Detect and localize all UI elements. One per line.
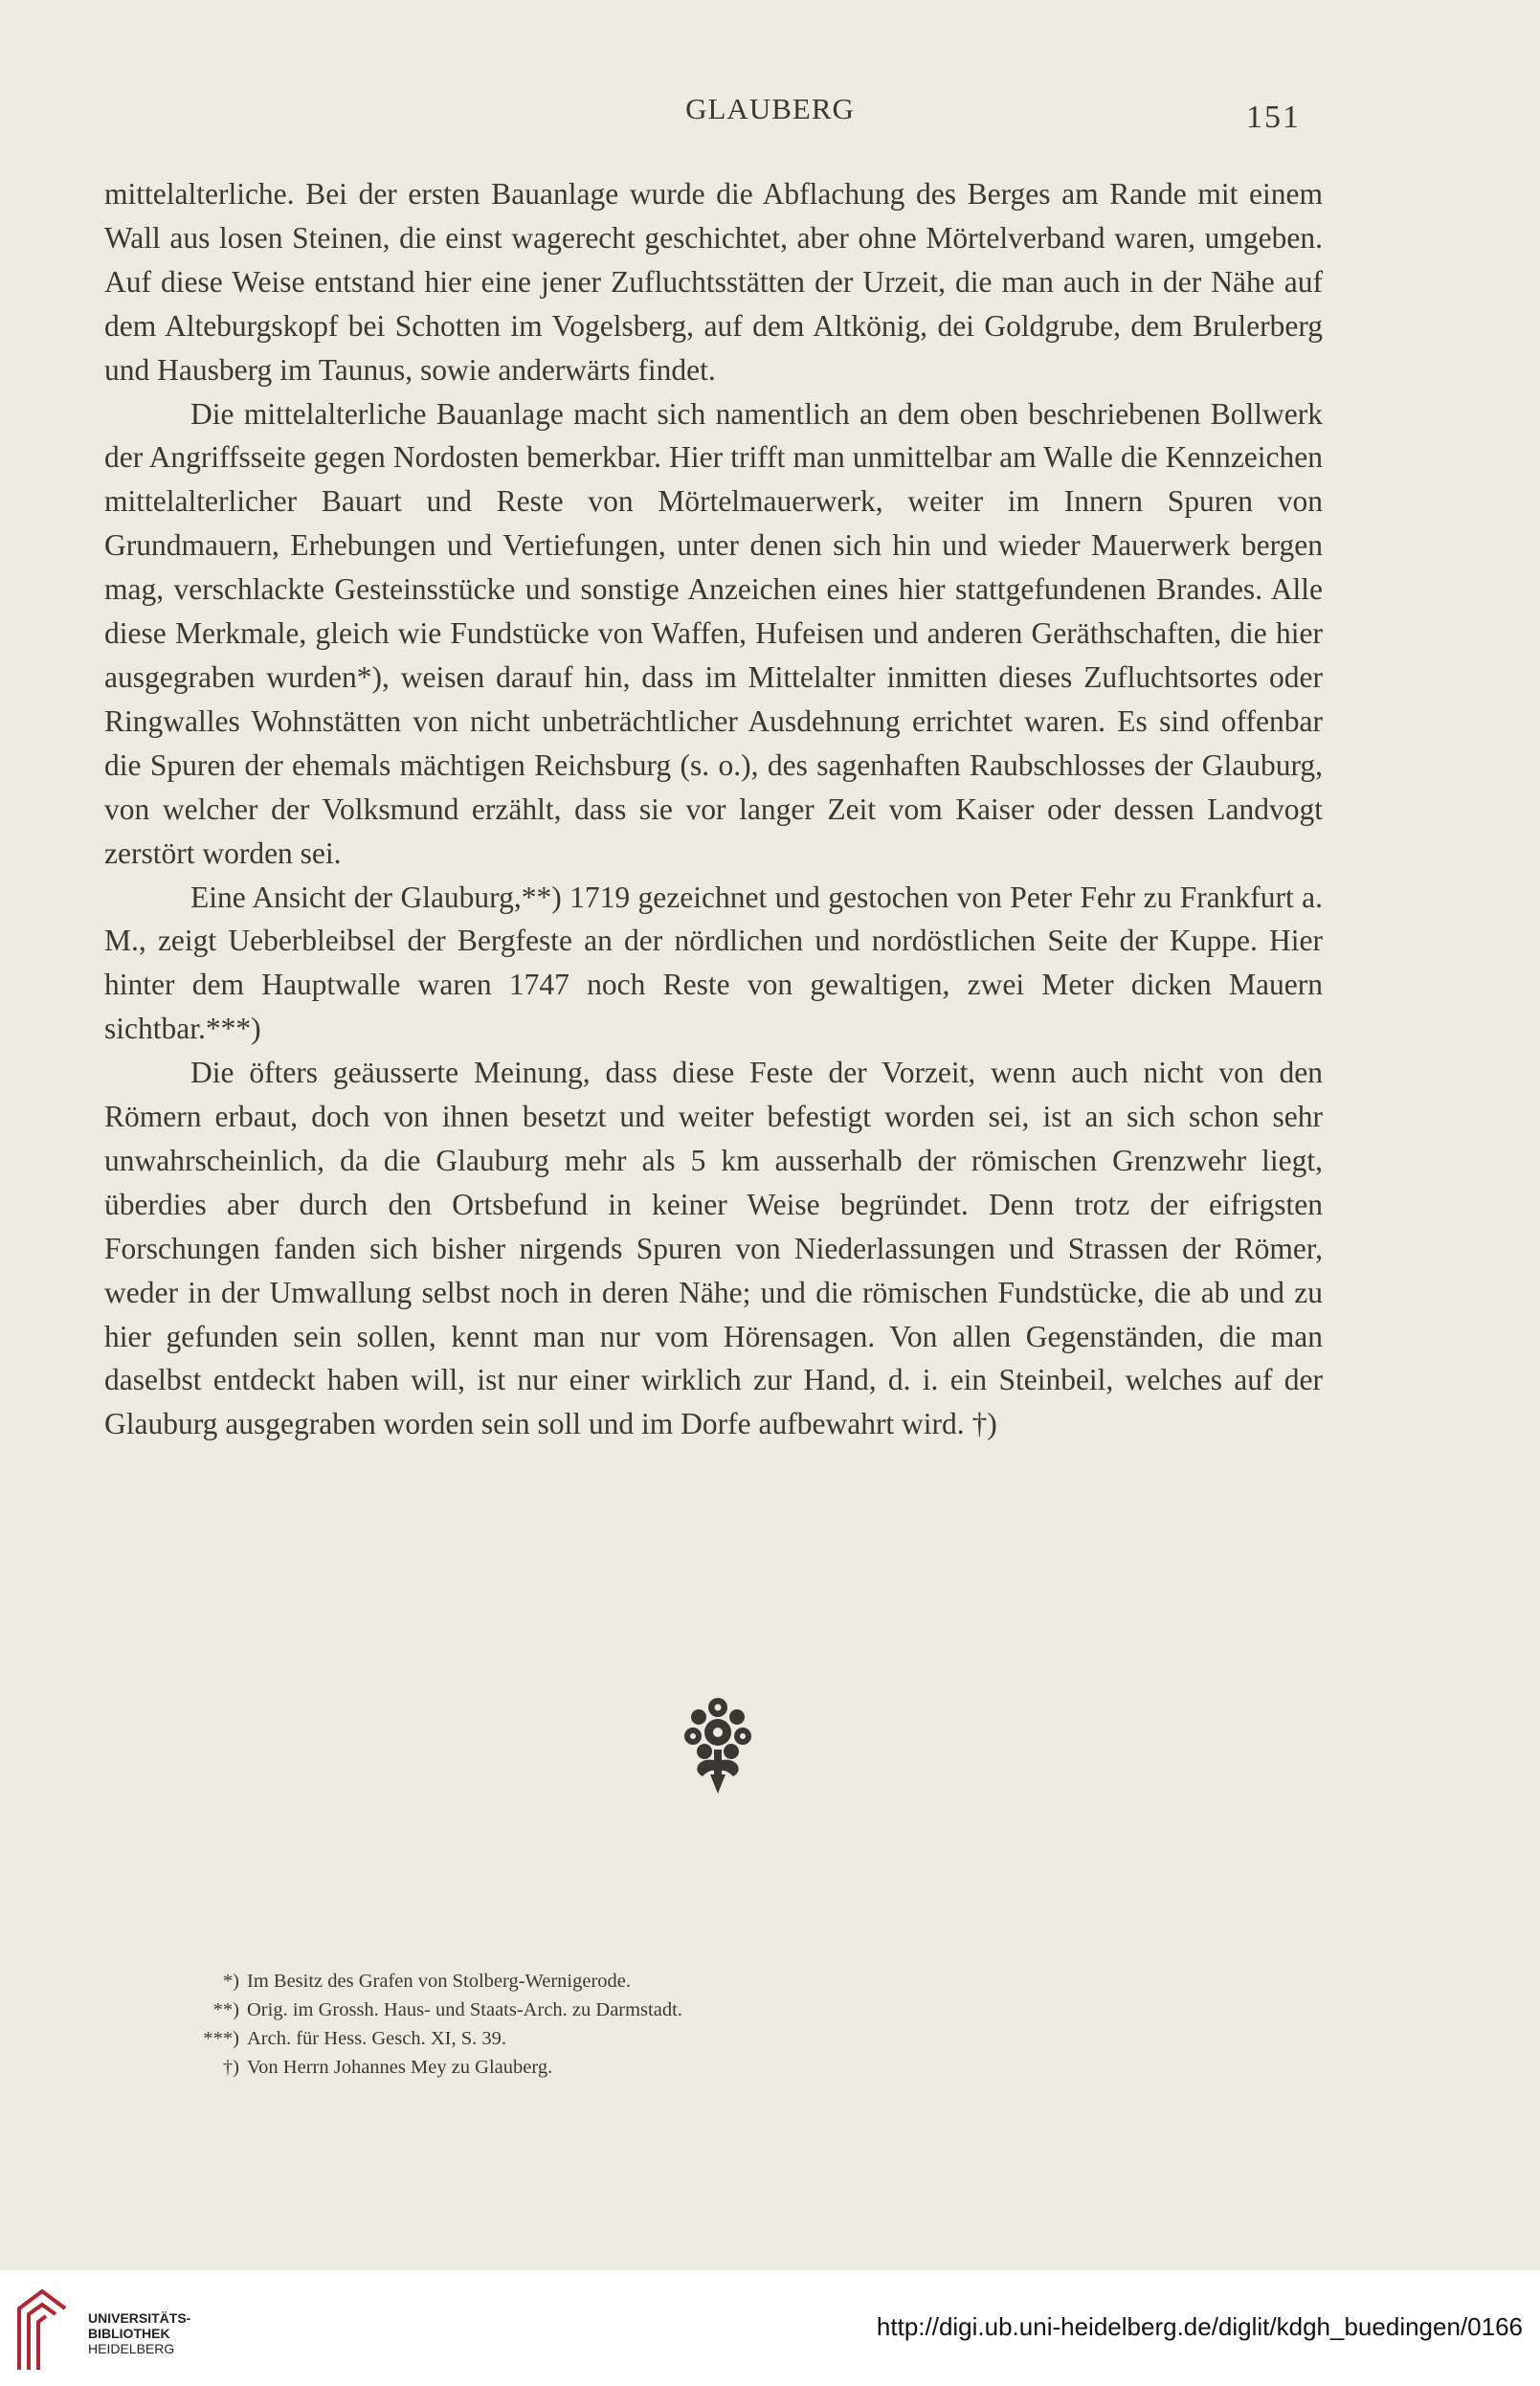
footnote-mark: *) [222, 1971, 239, 1992]
footnote-mark: †) [222, 2057, 239, 2078]
library-name-line3: HEIDELBERG [88, 2341, 175, 2356]
running-title: GLAUBERG [685, 92, 855, 125]
footnotes [191, 1967, 1053, 2082]
library-name-line2: BIBLIOTHEK [88, 2326, 170, 2341]
footnote-4 [191, 2053, 1053, 2082]
fleuron-ornament-icon [670, 1694, 766, 1799]
footnote-text: Arch. für Hess. Gesch. XI, S. 39. [247, 2028, 507, 2049]
footnote-3 [191, 2024, 1053, 2053]
library-footer [0, 2270, 1540, 2386]
footnote-text: Im Besitz des Grafen von Stolberg-Wernigerode. [247, 1971, 632, 1992]
footnote-2 [191, 1996, 1053, 2024]
paragraph-2: Die mittelalterliche Bauanlage macht sich namentlich an dem oben beschriebenen Bollwerk der Angriffsseite gegen Nordosten bemerkbar. Hier trifft man unmittelbar am Walle die Kennzeichen mittelalterlicher Bauart und Reste von Mörtelmauerwerk, weiter im Innern Spuren von Grundmauern, Erhebungen und Vertiefungen, unter denen sich hin und wieder Mauerwerk bergen mag, verschlackte Gesteinsstücke und sonstige Anzeichen eines hier stattgefundenen Brandes. Alle diese Merkmale, gleich wie Fundstücke von Waffen, Hufeisen und anderen Geräthschaften, die hier ausgegraben wurden*), weisen darauf hin, dass im Mittelalter inmitten dieses Zufluchtsortes oder Ringwalles Wohnstätten von nicht unbeträchtlicher Ausdehnung errichtet waren. Es sind offenbar die Spuren der ehemals mächtigen Reichsburg (s. o.), des sagenhaften Raubschlosses der Glauburg, von welcher der Volksmund erzählt, dass sie vor langer Zeit vom Kaiser oder dessen Landvogt zerstört worden sei. [104, 396, 1323, 870]
source-url-link[interactable]: http://digi.ub.uni-heidelberg.de/diglit/kdgh_buedingen/0166 [876, 2312, 1523, 2341]
paragraph-1: mittelalterliche. Bei der ersten Bauanlage wurde die Abflachung des Berges am Rande mit einem Wall aus losen Steinen, die einst wagerecht geschichtet, aber ohne Mörtelverband waren, umgeben. Auf diese Weise entstand hier eine jener Zufluchtsstätten der Urzeit, die man auch in der Nähe auf dem Alteburgskopf bei Schotten im Vogelsberg, auf dem Altkönig, dei Goldgrube, dem Brulerberg und Hausberg im Taunus, sowie anderwärts findet. [104, 177, 1323, 387]
body-text [104, 172, 1323, 1446]
footnote-text: Orig. im Grossh. Haus- und Staats-Arch. zu Darmstadt. [247, 1999, 682, 2020]
footnote-text: Von Herrn Johannes Mey zu Glauberg. [247, 2057, 553, 2078]
library-logo-icon [13, 2286, 71, 2374]
page-number: 151 [1246, 100, 1301, 135]
footnote-mark: ***) [203, 2028, 239, 2049]
footnote-1 [191, 1967, 1053, 1996]
paragraph-3: Eine Ansicht der Glauburg,**) 1719 gezeichnet und gestochen von Peter Fehr zu Frankfurt a. M., zeigt Ueberbleibsel der Bergfeste an der nördlichen und nordöstlichen Seite der Kuppe. Hier hinter dem Hauptwalle waren 1747 noch Reste von gewaltigen, zwei Meter dicken Mauern sichtbar.***) [104, 880, 1323, 1046]
library-name-line1: UNIVERSITÄTS- [88, 2310, 191, 2326]
footnote-mark: **) [212, 1999, 239, 2020]
paragraph-4: Die öfters geäusserte Meinung, dass diese Feste der Vorzeit, wenn auch nicht von den Römern erbaut, doch von ihnen besetzt und weiter befestigt worden sei, ist an sich schon sehr unwahrscheinlich, da die Glauburg mehr als 5 km ausserhalb der römischen Grenzwehr liegt, überdies aber durch den Ortsbefund in keiner Weise begründet. Denn trotz der eifrigsten Forschungen fanden sich bisher nirgends Spuren von Niederlassungen und Strassen der Römer, weder in der Umwallung selbst noch in deren Nähe; und die römischen Fundstücke, die ab und zu hier gefunden sein sollen, kennt man nur vom Hörensagen. Von allen Gegenständen, die man daselbst entdeckt haben will, ist nur einer wirklich zur Hand, d. i. ein Steinbeil, welches auf der Glauburg ausgegraben worden sein soll und im Dorfe aufbewahrt wird. †) [104, 1056, 1323, 1441]
library-name [88, 2310, 190, 2356]
